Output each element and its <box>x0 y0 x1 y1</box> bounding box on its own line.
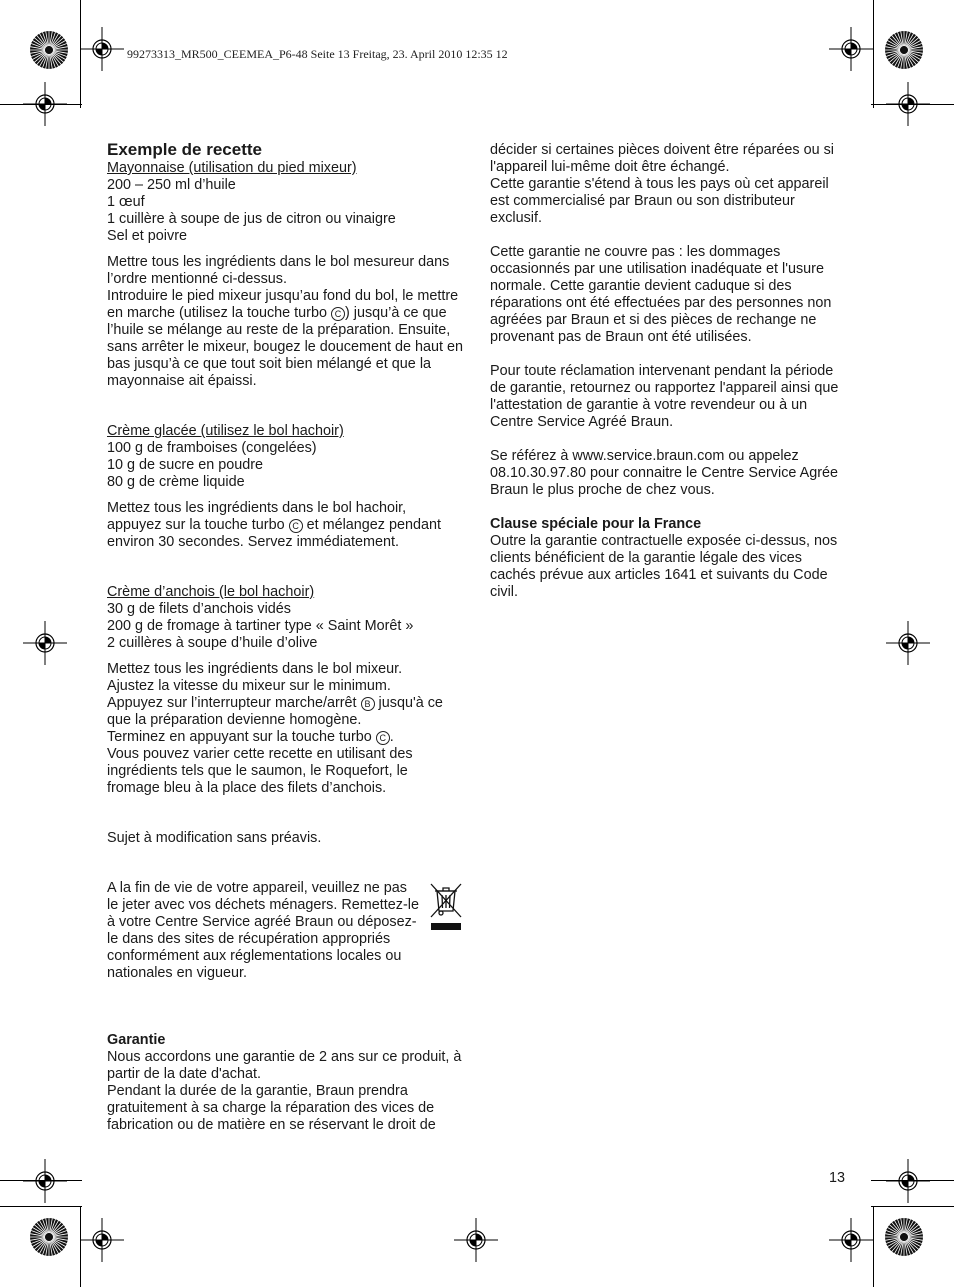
ice-cream-heading: Crème glacée (utilisez le bol hachoir) <box>107 423 344 439</box>
instruction-text: Mettez tous les ingrédients dans le bol hachoir, appuyez sur la touche turbo C et mélangez pendant environ 30 secondes. Servez immédiatement. <box>107 500 442 550</box>
disposal-notice <box>107 880 463 982</box>
ingredient-line: 200 – 250 ml d’huile <box>107 177 236 193</box>
left-column <box>107 140 463 1134</box>
registration-crosshair-icon <box>829 1218 873 1262</box>
crop-line <box>0 1206 82 1207</box>
registration-crosshair-icon <box>23 82 67 126</box>
ingredient-line: 2 cuillères à soupe d’huile d’olive <box>107 635 318 651</box>
guarantee-text: Cette garantie s'étend à tous les pays où cet appareil est commercialisé par Braun ou son distributeur exclusif. <box>490 176 829 226</box>
ingredient-line: 10 g de sucre en poudre <box>107 457 264 473</box>
france-clause-text: Outre la garantie contractuelle exposée ci-dessus, nos clients bénéficient de la garantie légale des vices cachés prévue aux articles 1641 et suivants du Code civil. <box>490 533 838 600</box>
crop-line <box>873 0 874 108</box>
guarantee-text: Pendant la durée de la garantie, Braun prendra gratuitement à sa charge la réparation des vices de fabrication ou de matière en se réservant le droit de <box>107 1083 436 1133</box>
print-info-header: 99273313_MR500_CEEMEA_P6-48 Seite 13 Freitag, 23. April 2010 12:35 12 <box>127 47 508 61</box>
ingredient-line: 100 g de framboises (congelées) <box>107 440 317 456</box>
contact-text: Se référez à www.service.braun.com ou appelez 08.10.30.97.80 pour connaitre le Centre Service Agrée Braun le plus proche de chez vous. <box>490 448 839 498</box>
turbo-button-symbol: C <box>331 307 345 321</box>
starburst-target-icon <box>884 1217 924 1257</box>
registration-crosshair-icon <box>80 27 124 71</box>
registration-crosshair-icon <box>886 82 930 126</box>
starburst-target-icon <box>884 30 924 70</box>
recipe-title: Exemple de recette <box>107 140 262 159</box>
registration-crosshair-icon <box>454 1218 498 1262</box>
page-number: 13 <box>829 1170 846 1186</box>
ingredient-line: 1 œuf <box>107 194 145 210</box>
exclusions-text: Cette garantie ne couvre pas : les dommages occasionnés par une utilisation inadéquate et l'usure normale. Cette garantie devient caduque si des réparations ont été effectuées par des personnes non agréées par Braun et si des pièces de rechange ne provenant pas de Braun ont été utilisées. <box>490 244 832 345</box>
starburst-target-icon <box>29 30 69 70</box>
registration-crosshair-icon <box>23 1159 67 1203</box>
registration-crosshair-icon <box>829 27 873 71</box>
ingredient-line: 80 g de crème liquide <box>107 474 245 490</box>
modification-notice: Sujet à modification sans préavis. <box>107 830 322 846</box>
crop-line <box>873 1207 874 1287</box>
instruction-text: Vous pouvez varier cette recette en utilisant des ingrédients tels que le saumon, le Roquefort, le fromage bleu à la place des filets d’anchois. <box>107 746 413 796</box>
disposal-text: A la fin de vie de votre appareil, veuillez ne pas le jeter avec vos déchets ménagers. Remettez-le à votre Centre Service agréé Braun ou déposez-le dans des sites de récupération appropriés conformément aux réglementations locales ou nationales en vigueur. <box>107 880 419 981</box>
right-column <box>490 142 850 601</box>
registration-crosshair-icon <box>23 621 67 665</box>
crop-line <box>871 1206 954 1207</box>
ingredient-line: Sel et poivre <box>107 228 187 244</box>
france-clause-heading: Clause spéciale pour la France <box>490 516 702 532</box>
instruction-text: Introduire le pied mixeur jusqu’au fond du bol, le mettre en marche (utilisez la touche turbo C ) jusqu’à ce que l’huile se mélange au reste de la préparation. Ensuite, sans arrêter le mixeur, bougez le doucement de haut en bas jusqu’à ce que tout soit bien mélangé et que la mayonnaise ait épaissi. <box>107 288 463 389</box>
registration-crosshair-icon <box>886 621 930 665</box>
crossed-out-wheelie-bin-icon <box>429 881 463 931</box>
mayonnaise-heading: Mayonnaise (utilisation du pied mixeur) <box>107 160 357 176</box>
instruction-text: Mettre tous les ingrédients dans le bol mesureur dans l’ordre mentionné ci-dessus. <box>107 254 450 287</box>
registration-crosshair-icon <box>886 1159 930 1203</box>
on-off-switch-symbol: B <box>361 697 375 711</box>
claims-text: Pour toute réclamation intervenant pendant la période de garantie, retournez ou rapportez l'appareil ainsi que l'attestation de garantie à votre revendeur ou à un Centre Service Agréé Braun. <box>490 363 839 430</box>
anchovy-cream-heading: Crème d’anchois (le bol hachoir) <box>107 584 315 600</box>
turbo-button-symbol: C <box>376 731 390 745</box>
starburst-target-icon <box>29 1217 69 1257</box>
instruction-text: Appuyez sur l’interrupteur marche/arrêt B jusqu'à ce que la préparation devienne homogène. <box>107 695 443 728</box>
registration-crosshair-icon <box>80 1218 124 1262</box>
instruction-text: Ajustez la vitesse du mixeur sur le minimum. <box>107 678 391 694</box>
guarantee-text: Nous accordons une garantie de 2 ans sur ce produit, à partir de la date d'achat. <box>107 1049 462 1082</box>
ingredient-line: 200 g de fromage à tartiner type « Saint Morêt » <box>107 618 414 634</box>
ingredient-line: 1 cuillère à soupe de jus de citron ou vinaigre <box>107 211 396 227</box>
turbo-button-symbol: C <box>289 519 303 533</box>
instruction-text: Terminez en appuyant sur la touche turbo C . <box>107 729 394 745</box>
ingredient-line: 30 g de filets d’anchois vidés <box>107 601 291 617</box>
instruction-text: Mettez tous les ingrédients dans le bol mixeur. <box>107 661 403 677</box>
guarantee-heading: Garantie <box>107 1032 166 1048</box>
guarantee-text: décider si certaines pièces doivent être réparées ou si l'appareil lui-même doit être échangé. <box>490 142 834 175</box>
